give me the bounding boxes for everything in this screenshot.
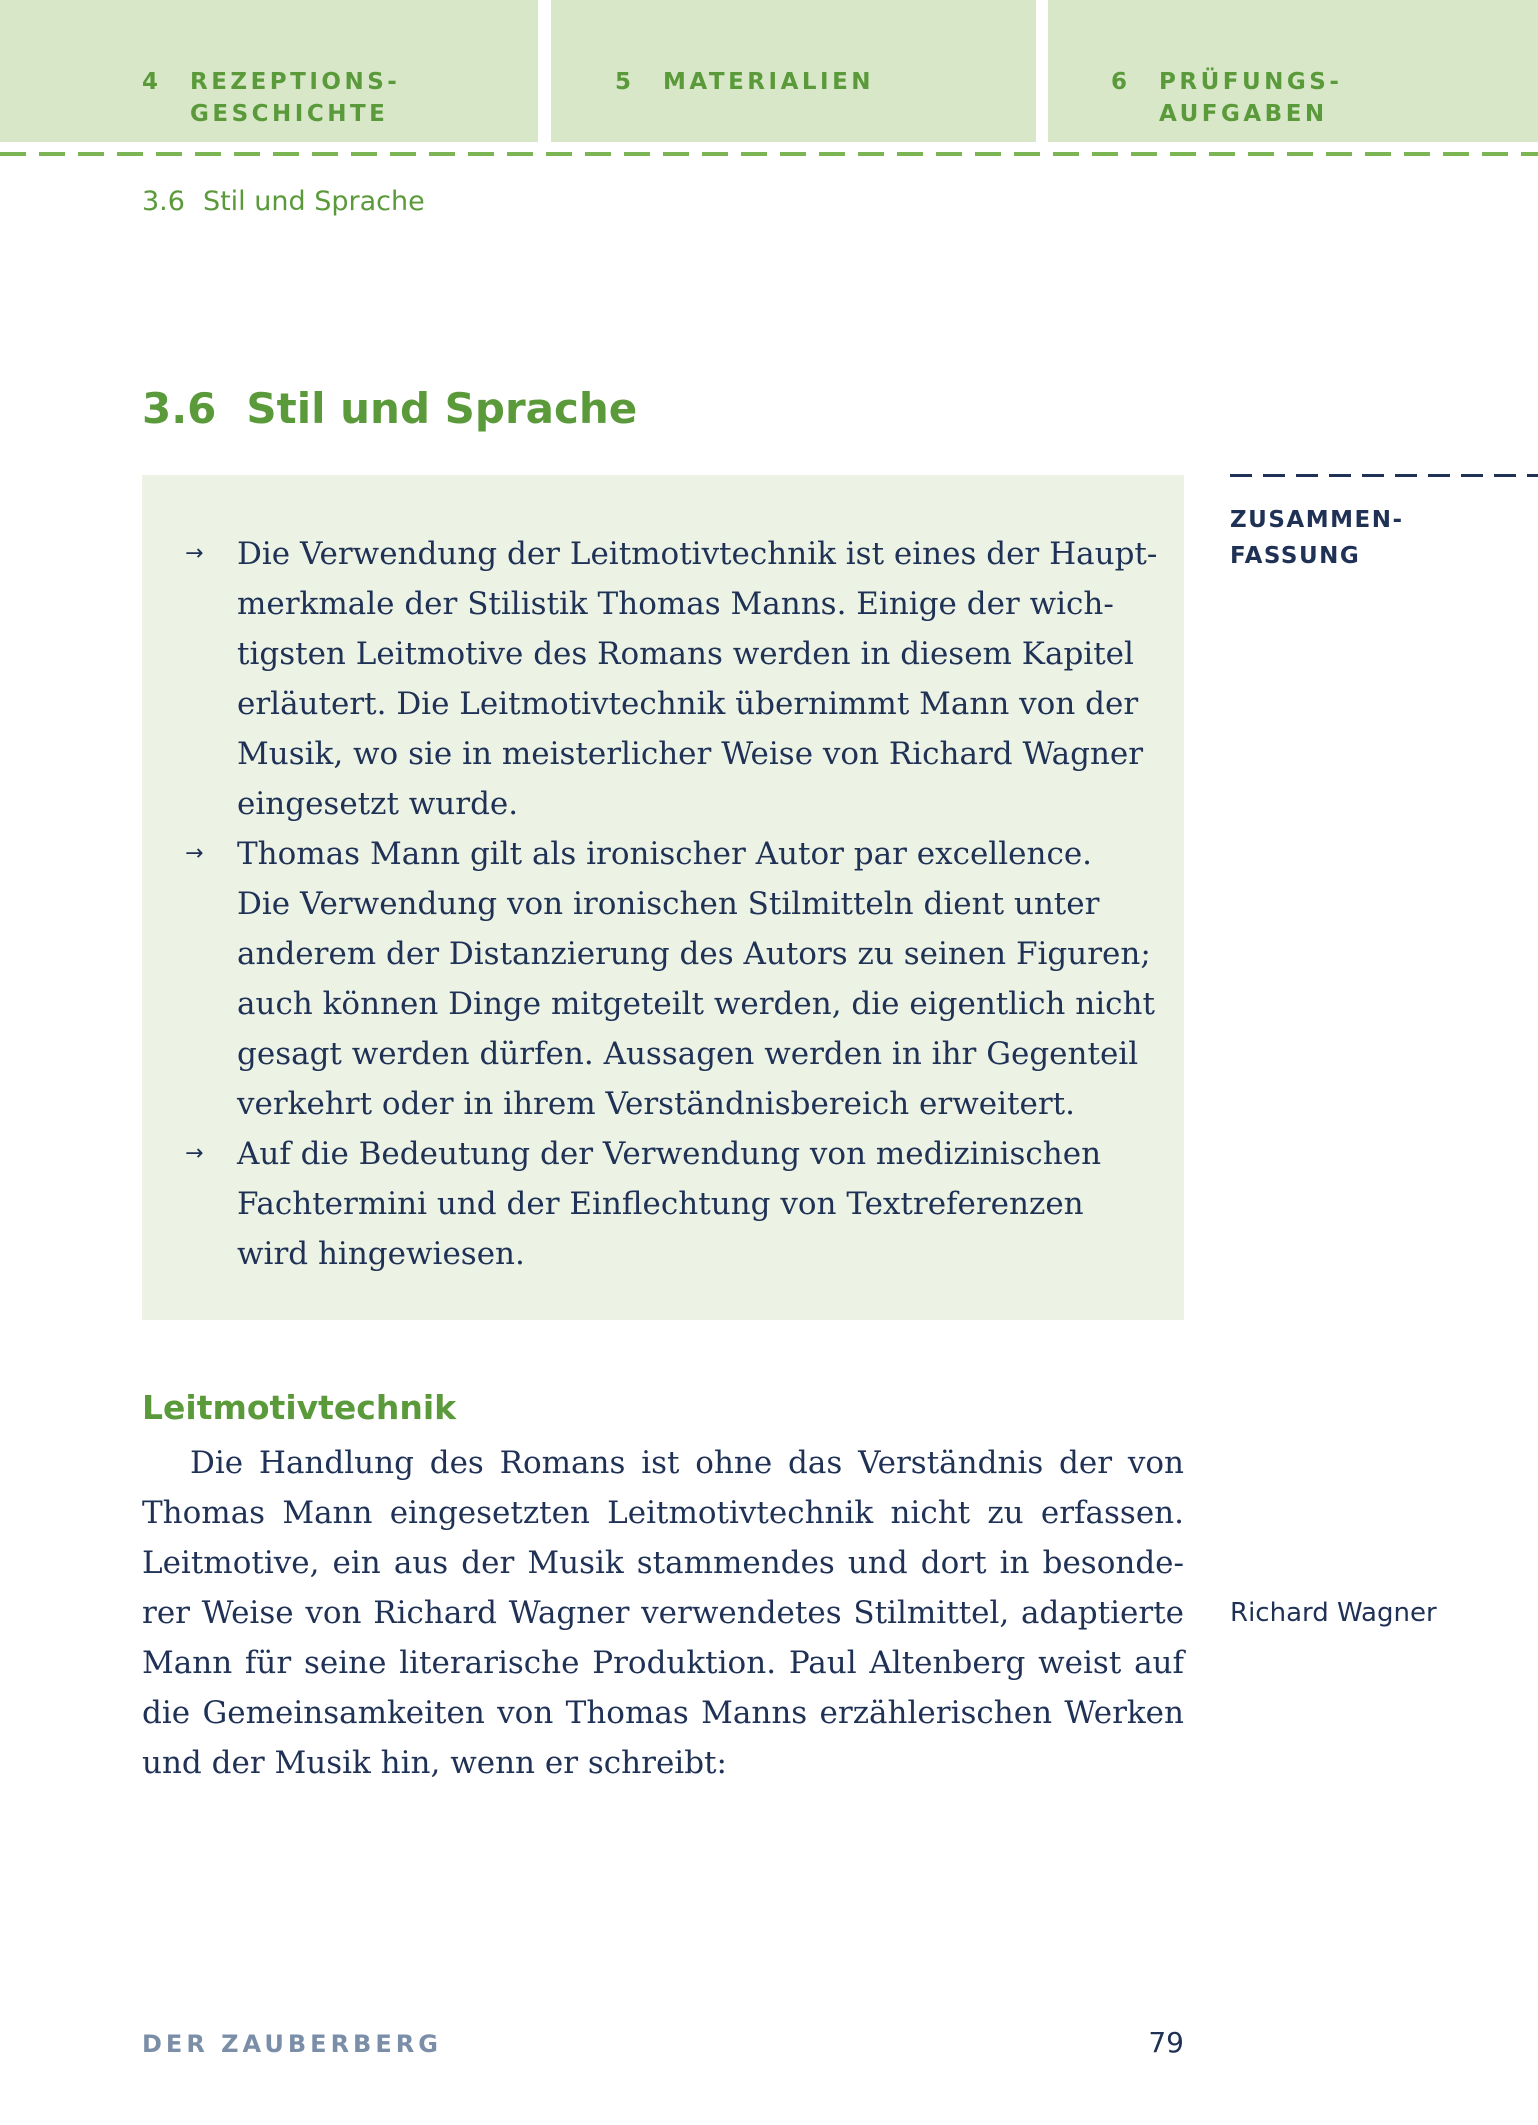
tab-label: REZEPTIONS- GESCHICHTE — [190, 69, 401, 127]
summary-item — [185, 529, 1158, 829]
summary-line: auch können Dinge mitgeteilt werden, die eigentlich nicht — [237, 986, 1155, 1022]
tab-label: MATERIALIEN — [663, 69, 875, 95]
summary-line: Die Verwendung von ironischen Stilmitteln dient unter — [237, 886, 1100, 922]
summary-margin-label: ZUSAMMEN- FASSUNG — [1230, 507, 1404, 569]
body-line: rer Weise von Richard Wagner verwendetes Stilmittel, adaptierte — [142, 1595, 1184, 1631]
summary-box — [142, 475, 1184, 1320]
body-paragraph — [142, 1438, 1184, 1788]
summary-line: erläutert. Die Leitmotivtechnik übernimmt Mann von der — [237, 686, 1139, 722]
tab-number: 4 — [142, 69, 162, 95]
section-number: 3.6 — [142, 384, 217, 433]
summary-line: eingesetzt wurde. — [237, 786, 519, 822]
summary-line: verkehrt oder in ihrem Verständnisbereich erweitert. — [237, 1086, 1075, 1122]
tab-label: PRÜFUNGS- AUFGABEN — [1159, 69, 1343, 127]
summary-line: gesagt werden dürfen. Aussagen werden in ihr Gegenteil — [237, 1036, 1139, 1072]
running-header-number: 3.6 — [142, 186, 185, 217]
summary-line: merkmale der Stilistik Thomas Manns. Einige der wich- — [237, 586, 1114, 622]
summary-line: Auf die Bedeutung der Verwendung von medizinischen — [237, 1136, 1102, 1172]
summary-line: tigsten Leitmotive des Romans werden in diesem Kapitel — [237, 636, 1134, 672]
tab-materialien[interactable] — [551, 0, 1036, 142]
section-title-text: Stil und Sprache — [246, 384, 638, 433]
summary-list — [185, 529, 1158, 1279]
summary-item — [185, 1129, 1154, 1279]
arrow-right-icon: → — [185, 1141, 204, 1166]
running-header — [142, 186, 425, 217]
body-line: Leitmotive, ein aus der Musik stammendes und dort in besonde- — [142, 1545, 1184, 1581]
summary-item — [185, 829, 1155, 1129]
summary-line: wird hingewiesen. — [237, 1236, 525, 1272]
body-line: Thomas Mann eingesetzten Leitmotivtechnik nicht zu erfassen. — [142, 1495, 1184, 1531]
summary-line: anderem der Distanzierung des Autors zu seinen Figuren; — [237, 936, 1151, 972]
body-line: und der Musik hin, wenn er schreibt: — [142, 1745, 727, 1781]
margin-divider — [1230, 474, 1538, 477]
arrow-right-icon: → — [185, 841, 204, 866]
running-header-title: Stil und Sprache — [202, 186, 425, 217]
tab-number: 5 — [615, 69, 635, 95]
summary-line: Fachtermini und der Einflechtung von Textreferenzen — [237, 1186, 1084, 1222]
header-divider — [0, 152, 1538, 156]
margin-note: Richard Wagner — [1230, 1598, 1437, 1628]
tab-pruefungsaufgaben[interactable] — [1048, 0, 1538, 142]
footer-book-title: DER ZAUBERBERG — [142, 2030, 442, 2058]
summary-line: Musik, wo sie in meisterlicher Weise von Richard Wagner — [237, 736, 1144, 772]
summary-line: Thomas Mann gilt als ironischer Autor par excellence. — [237, 836, 1093, 872]
subsection-heading: Leitmotivtechnik — [142, 1388, 457, 1427]
body-line: Mann für seine literarische Produktion. Paul Altenberg weist auf — [142, 1645, 1184, 1681]
summary-line: Die Verwendung der Leitmotivtechnik ist eines der Haupt- — [237, 536, 1158, 572]
body-line: die Gemeinsamkeiten von Thomas Manns erzählerischen Werken — [142, 1695, 1184, 1731]
arrow-right-icon: → — [185, 541, 204, 566]
tab-rezeptionsgeschichte[interactable] — [0, 0, 538, 142]
body-line: Die Handlung des Romans ist ohne das Verständnis der von — [190, 1445, 1184, 1481]
chapter-tabs — [0, 0, 1538, 142]
tab-number: 6 — [1111, 69, 1131, 95]
page-number: 79 — [1148, 2026, 1184, 2059]
section-title — [142, 384, 637, 433]
